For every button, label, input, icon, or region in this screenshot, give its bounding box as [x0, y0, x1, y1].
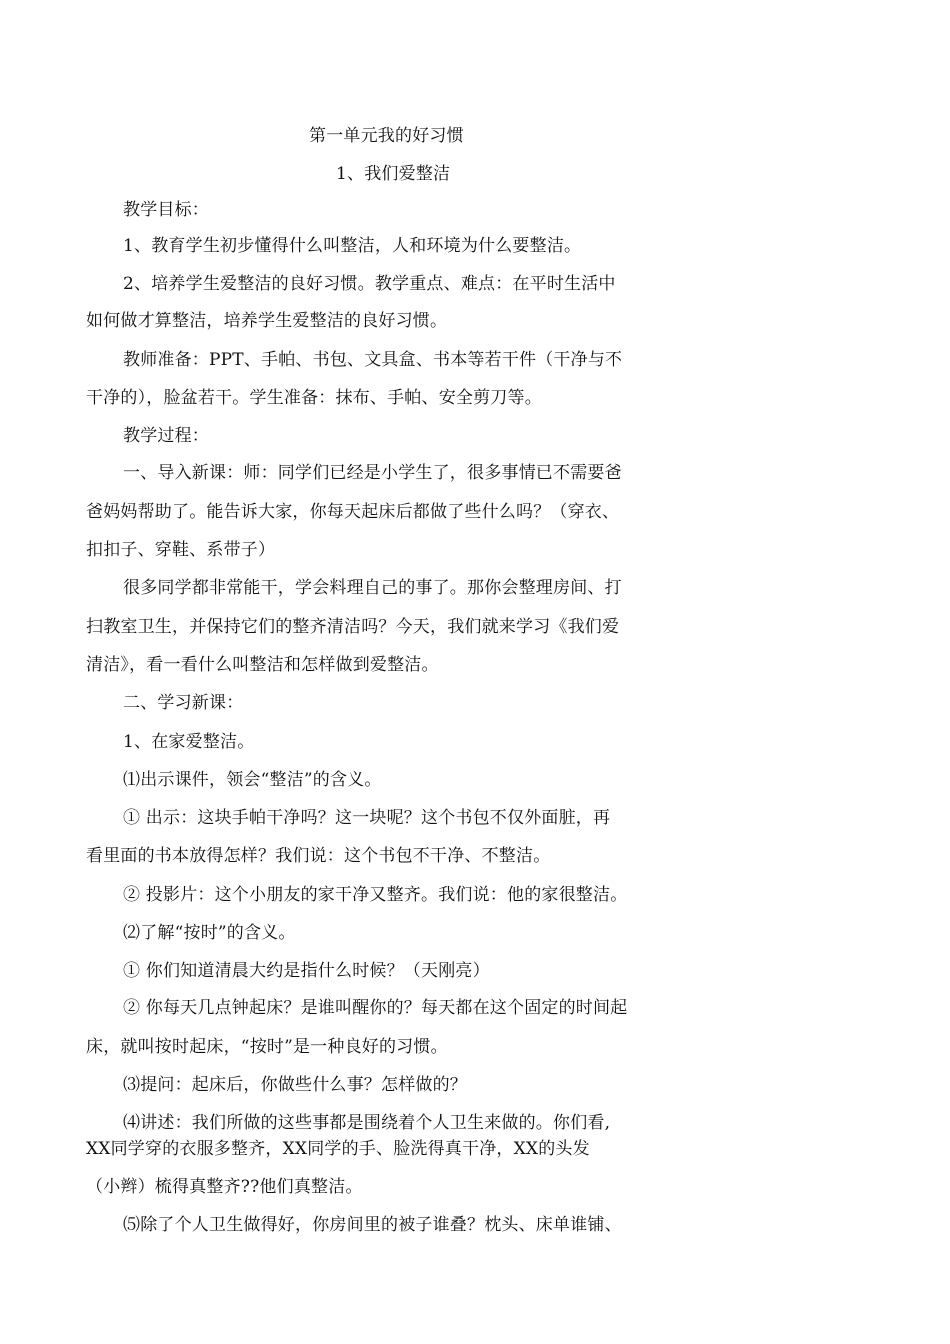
- text-line: 干净的），脸盆若干。学生准备：抹布、手帕、安全剪刀等。: [86, 388, 542, 408]
- text-line: 教学过程：: [123, 426, 209, 446]
- text-line: ⑷讲述：我们所做的这些事都是围绕着个人卫生来做的。你们看,: [123, 1113, 611, 1133]
- text-line: 一、导入新课：师：同学们已经是小学生了，很多事情已不需要爸: [123, 463, 622, 483]
- text-line: 2、培养学生爱整洁的良好习惯。教学重点、难点：在平时生活中: [123, 274, 616, 294]
- text-line: ② 投影片：这个小朋友的家干净又整齐。我们说：他的家很整洁。: [123, 885, 628, 905]
- text-line: XX同学穿的衣服多整齐，XX同学的手、脸洗得真干净，XX的头发: [86, 1139, 590, 1159]
- text-line: 扣扣子、穿鞋、系带子）: [86, 540, 276, 560]
- text-line: 很多同学都非常能干，学会料理自己的事了。那你会整理房间、打: [123, 578, 622, 598]
- text-line: 爸妈妈帮助了。能告诉大家，你每天起床后都做了些什么吗？（穿衣、: [86, 502, 620, 522]
- text-line: 1、在家爱整洁。: [123, 732, 255, 752]
- text-line: 看里面的书本放得怎样？我们说：这个书包不干净、不整洁。: [86, 846, 551, 866]
- text-line: ⑸除了个人卫生做得好，你房间里的被子谁叠？枕头、床单谁铺、: [123, 1215, 622, 1235]
- text-line: 教学目标：: [123, 200, 209, 220]
- text-line: ② 你每天几点钟起床？是谁叫醒你的？每天都在这个固定的时间起: [123, 998, 628, 1018]
- text-line: （小辫）梳得真整齐??他们真整洁。: [86, 1177, 363, 1197]
- lesson-title: 1、我们爱整洁: [336, 164, 451, 184]
- text-line: 床，就叫按时起床，“按时”是一种良好的习惯。: [86, 1037, 448, 1057]
- text-line: ⑶提问：起床后，你做些什么事？怎样做的？: [123, 1075, 467, 1095]
- document-title: 第一单元我的好习惯: [309, 126, 464, 146]
- text-line: ① 出示：这块手帕干净吗？这一块呢？这个书包不仅外面脏，再: [123, 808, 611, 828]
- text-line: 1、教育学生初步懂得什么叫整洁，人和环境为什么要整洁。: [123, 236, 582, 256]
- text-line: ① 你们知道清晨大约是指什么时候？（天刚亮）: [123, 961, 490, 981]
- text-line: 清洁》，看一看什么叫整洁和怎样做到爱整洁。: [86, 655, 439, 675]
- text-line: ⑴出示课件，领会“整洁”的含义。: [123, 770, 382, 790]
- text-line: 如何做才算整洁，培养学生爱整洁的良好习惯。: [86, 311, 448, 331]
- text-line: ⑵了解“按时”的含义。: [123, 923, 296, 943]
- text-line: 二、学习新课：: [123, 693, 244, 713]
- text-line: 教师准备：PPT、手帕、书包、文具盒、书本等若干件（干净与不: [123, 350, 623, 370]
- text-line: 扫教室卫生，并保持它们的整齐清洁吗？今天，我们就来学习《我们爱: [86, 617, 620, 637]
